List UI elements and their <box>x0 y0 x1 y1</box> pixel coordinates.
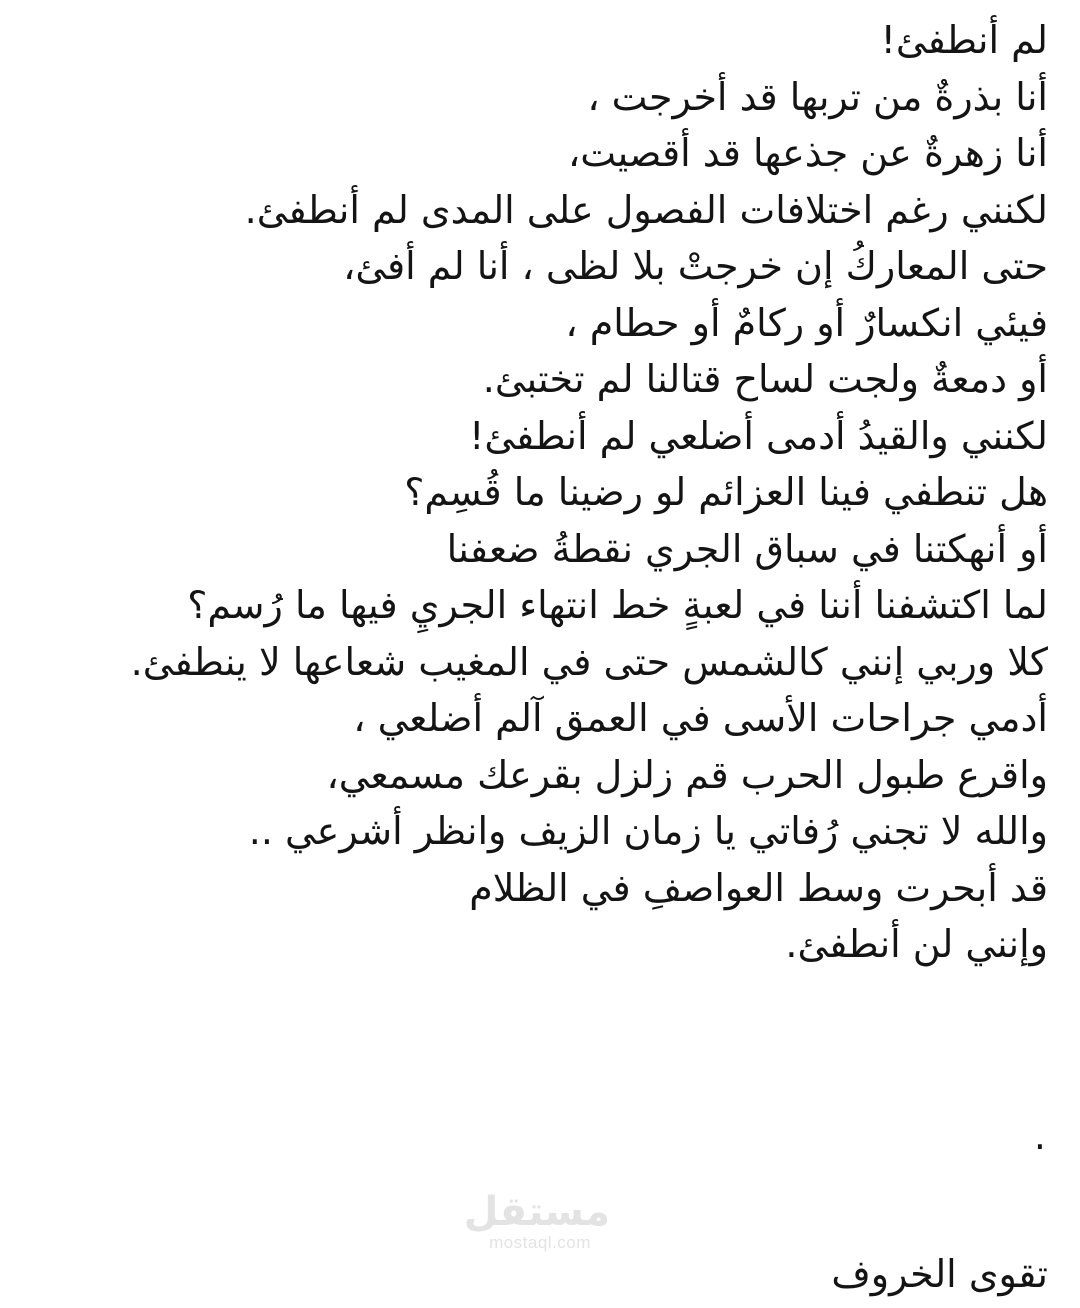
watermark-logo-text: مستقل <box>463 1189 610 1235</box>
poem-line: كلا وربي إنني كالشمس حتى في المغيب شعاعها لا ينطفئ. <box>130 639 1048 684</box>
poem-line: لما اكتشفنا أننا في لعبةٍ خط انتهاء الجريِ فيها ما رُسم؟ <box>187 583 1048 627</box>
poem-line: واقرع طبول الحرب قم زلزل بقرعك مسمعي، <box>326 752 1048 797</box>
poem-line: هل تنطفي فينا العزائم لو رضينا ما قُسِم؟ <box>404 470 1048 514</box>
poem-line: وإنني لن أنطفئ. <box>785 922 1048 966</box>
author-name: تقوى الخروف <box>831 1252 1048 1296</box>
poem-line: قد أبحرت وسط العواصفِ في الظلام <box>469 865 1048 910</box>
separator-dot: . <box>1033 1114 1046 1158</box>
mostaql-watermark <box>463 1189 610 1252</box>
poem-line: لكنني رغم اختلافات الفصول على المدى لم أنطفئ. <box>244 187 1048 232</box>
poem-line: حتى المعاركُ إن خرجتْ بلا لظى ، أنا لم أفئ، <box>343 244 1048 288</box>
poem-line: أو أنهكتنا في سباق الجري نقطةُ ضعفنا <box>446 526 1048 571</box>
poem-line: لكنني والقيدُ أدمى أضلعي لم أنطفئ! <box>469 413 1048 458</box>
poem-line: لم أنطفئ! <box>880 18 1048 62</box>
watermark-url: mostaql.com <box>489 1233 591 1252</box>
poem-line: أنا بذرةٌ من تربها قد أخرجت ، <box>587 74 1048 119</box>
poem-line: فيئي انكسارٌ أو ركامٌ أو حطام ، <box>565 300 1048 345</box>
poem-line: أدمي جراحات الأسى في العمق آلم أضلعي ، <box>353 696 1048 740</box>
poem-line: أو دمعةٌ ولجت لساح قتالنا لم تختبئ. <box>482 357 1048 401</box>
poem-body <box>18 12 1048 973</box>
poem-line: أنا زهرةٌ عن جذعها قد أقصيت، <box>567 131 1048 175</box>
poem-line: والله لا تجني رُفاتي يا زمان الزيف وانظر أشرعي .. <box>248 809 1048 853</box>
